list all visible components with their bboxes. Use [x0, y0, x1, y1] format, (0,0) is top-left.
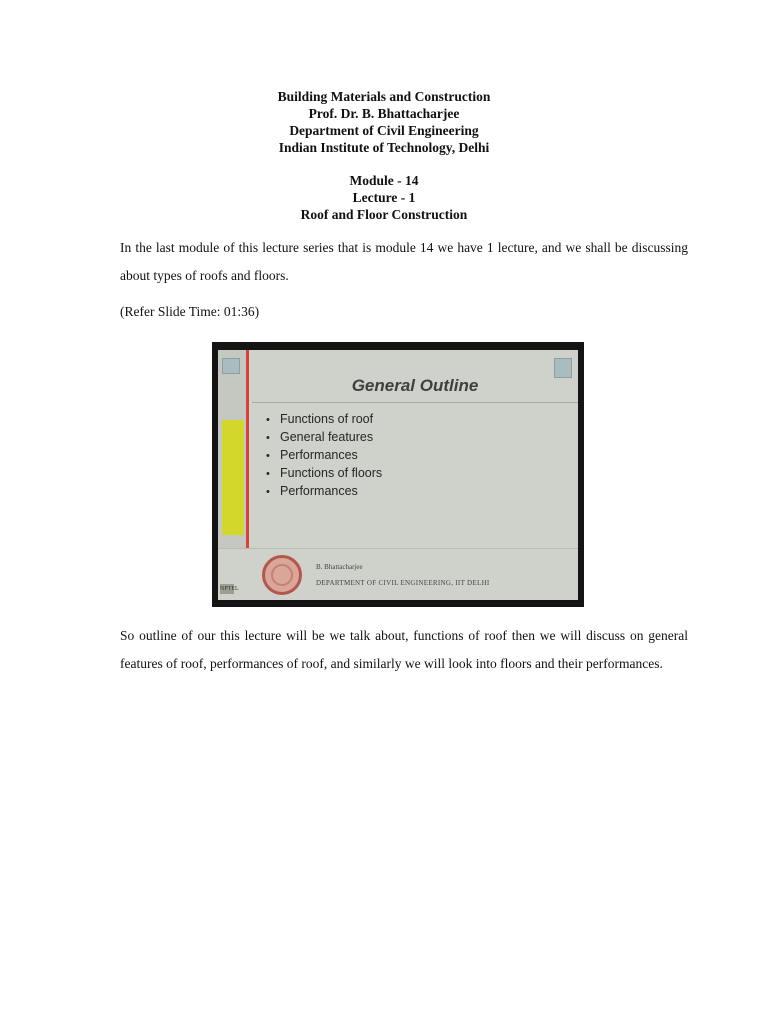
nptel-mini-logo: NPTEL [220, 586, 239, 592]
slide-bullet-text: Functions of floors [280, 466, 383, 480]
bullet-icon: • [266, 432, 270, 444]
slide-bullet [266, 410, 382, 428]
course-title: Building Materials and Construction [277, 89, 491, 104]
lecture-topic: Roof and Floor Construction [300, 207, 468, 222]
slide-bullet [266, 482, 382, 500]
slide-title: General Outline [351, 376, 479, 395]
document-header [0, 88, 768, 223]
slide-bullet-text: Functions of roof [280, 412, 374, 426]
bullet-icon: • [266, 450, 270, 462]
slide-red-line [246, 350, 249, 548]
slide-bullet-text: General features [280, 430, 374, 444]
refer-slide-time: (Refer Slide Time: 01:36) [120, 304, 260, 319]
department-name: Department of Civil Engineering [289, 123, 479, 138]
slide-bullet [266, 446, 382, 464]
slide-corner-tab-left [222, 358, 240, 374]
slide-yellow-bar [222, 420, 244, 535]
slide-bullet-text: Performances [280, 448, 358, 462]
institute-name: Indian Institute of Technology, Delhi [278, 140, 490, 155]
slide-bullet-list [266, 410, 382, 500]
lecture-number: Lecture - 1 [352, 190, 416, 205]
bullet-icon: • [266, 486, 270, 498]
slide-image [212, 342, 584, 607]
bullet-icon: • [266, 468, 270, 480]
slide-bullet [266, 428, 382, 446]
intro-paragraph: In the last module of this lecture series that is module 14 we have 1 lecture, and we shall be discussing about types of roofs and floors. [120, 240, 688, 283]
outline-paragraph: So outline of our this lecture will be we talk about, functions of roof then we will discuss on general features of roof, performances of roof, and similarly we will look into floors and their performances. [120, 628, 688, 671]
slide-corner-tab-right [554, 358, 572, 378]
module-number: Module - 14 [349, 173, 419, 188]
professor-name: Prof. Dr. B. Bhattacharjee [308, 106, 460, 121]
slide-title-rule [252, 402, 578, 403]
bullet-icon: • [266, 414, 270, 426]
slide-author: B. Bhattacharjee [316, 563, 363, 571]
slide-bullet [266, 464, 382, 482]
slide-content [218, 350, 578, 600]
slide-bullet-text: Performances [280, 484, 358, 498]
slide-department: DEPARTMENT OF CIVIL ENGINEERING, IIT DELHI [316, 579, 490, 587]
iit-logo-icon [262, 555, 302, 595]
slide-footer-rule [218, 548, 578, 549]
